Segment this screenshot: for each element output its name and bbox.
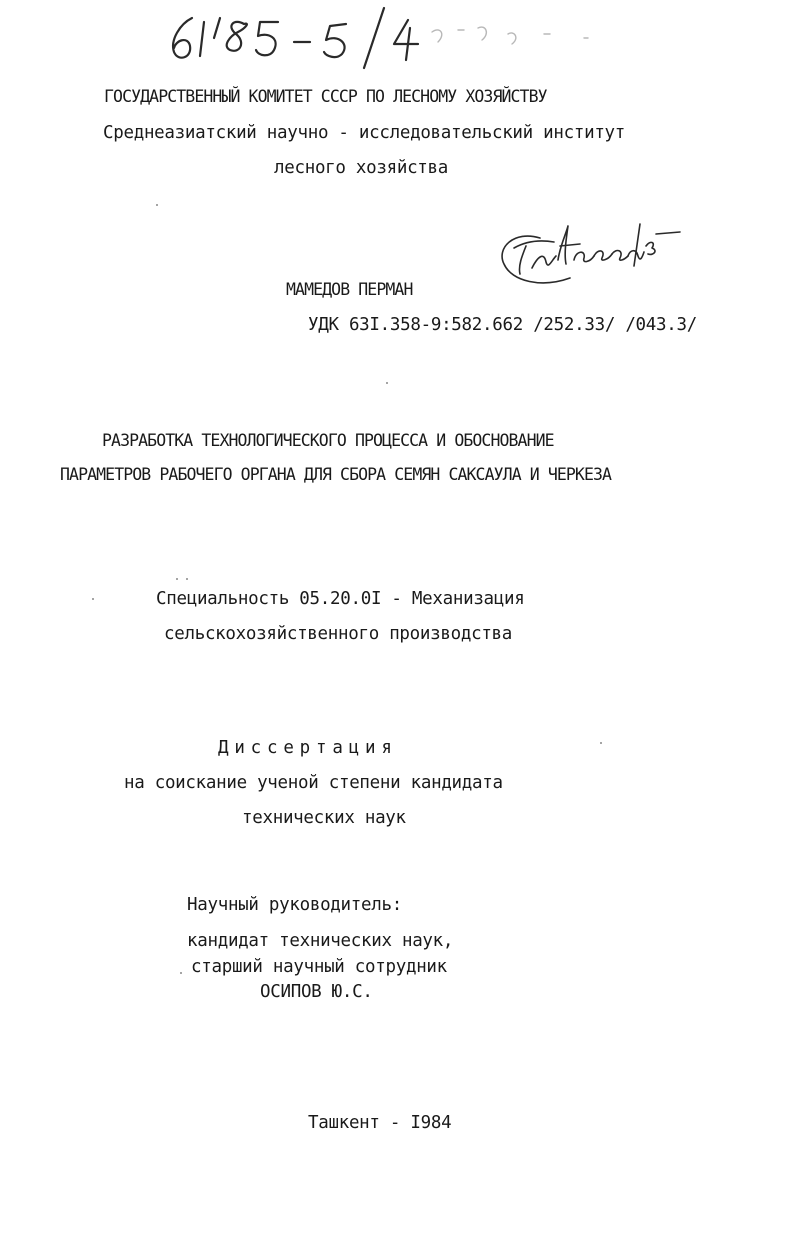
handwritten-archive-number — [160, 4, 620, 70]
specialty-line1: Специальность 05.20.0I - Механизация — [156, 589, 525, 609]
scan-speck — [386, 382, 388, 384]
scan-speck — [600, 742, 602, 744]
committee-name: ГОСУДАРСТВЕННЫЙ КОМИТЕТ СССР ПО ЛЕСНОМУ ХОЗЯЙСТВУ — [104, 87, 547, 106]
scan-speck — [186, 578, 188, 580]
scan-speck — [176, 578, 178, 580]
city-and-year: Ташкент - I984 — [308, 1113, 452, 1133]
supervisor-label: Научный руководитель: — [187, 895, 402, 915]
degree-line2: технических наук — [242, 808, 406, 828]
institute-name-line2: лесного хозяйства — [274, 158, 449, 178]
udc-code: УДК 63I.358-9:582.662 /252.33/ /043.3/ — [308, 315, 697, 335]
author-name: МАМЕДОВ ПЕРМАН — [286, 280, 413, 299]
scan-speck — [156, 204, 158, 206]
supervisor-degree: кандидат технических наук, — [187, 931, 454, 951]
author-signature — [494, 216, 684, 298]
degree-line1: на соискание ученой степени кандидата — [124, 773, 503, 793]
supervisor-name: ОСИПОВ Ю.С. — [260, 982, 373, 1002]
dissertation-title-line1: РАЗРАБОТКА ТЕХНОЛОГИЧЕСКОГО ПРОЦЕССА И ОБОСНОВАНИЕ — [102, 431, 554, 450]
dissertation-heading: Диссертация — [218, 738, 398, 758]
institute-name-line1: Среднеазиатский научно - исследовательский институт — [103, 123, 626, 143]
dissertation-title-line2: ПАРАМЕТРОВ РАБОЧЕГО ОРГАНА ДЛЯ СБОРА СЕМЯН САКСАУЛА И ЧЕРКЕЗА — [60, 465, 612, 484]
scan-speck — [92, 598, 94, 600]
supervisor-position: старший научный сотрудник — [191, 957, 447, 977]
specialty-line2: сельскохозяйственного производства — [164, 624, 513, 644]
scan-speck — [180, 972, 182, 974]
